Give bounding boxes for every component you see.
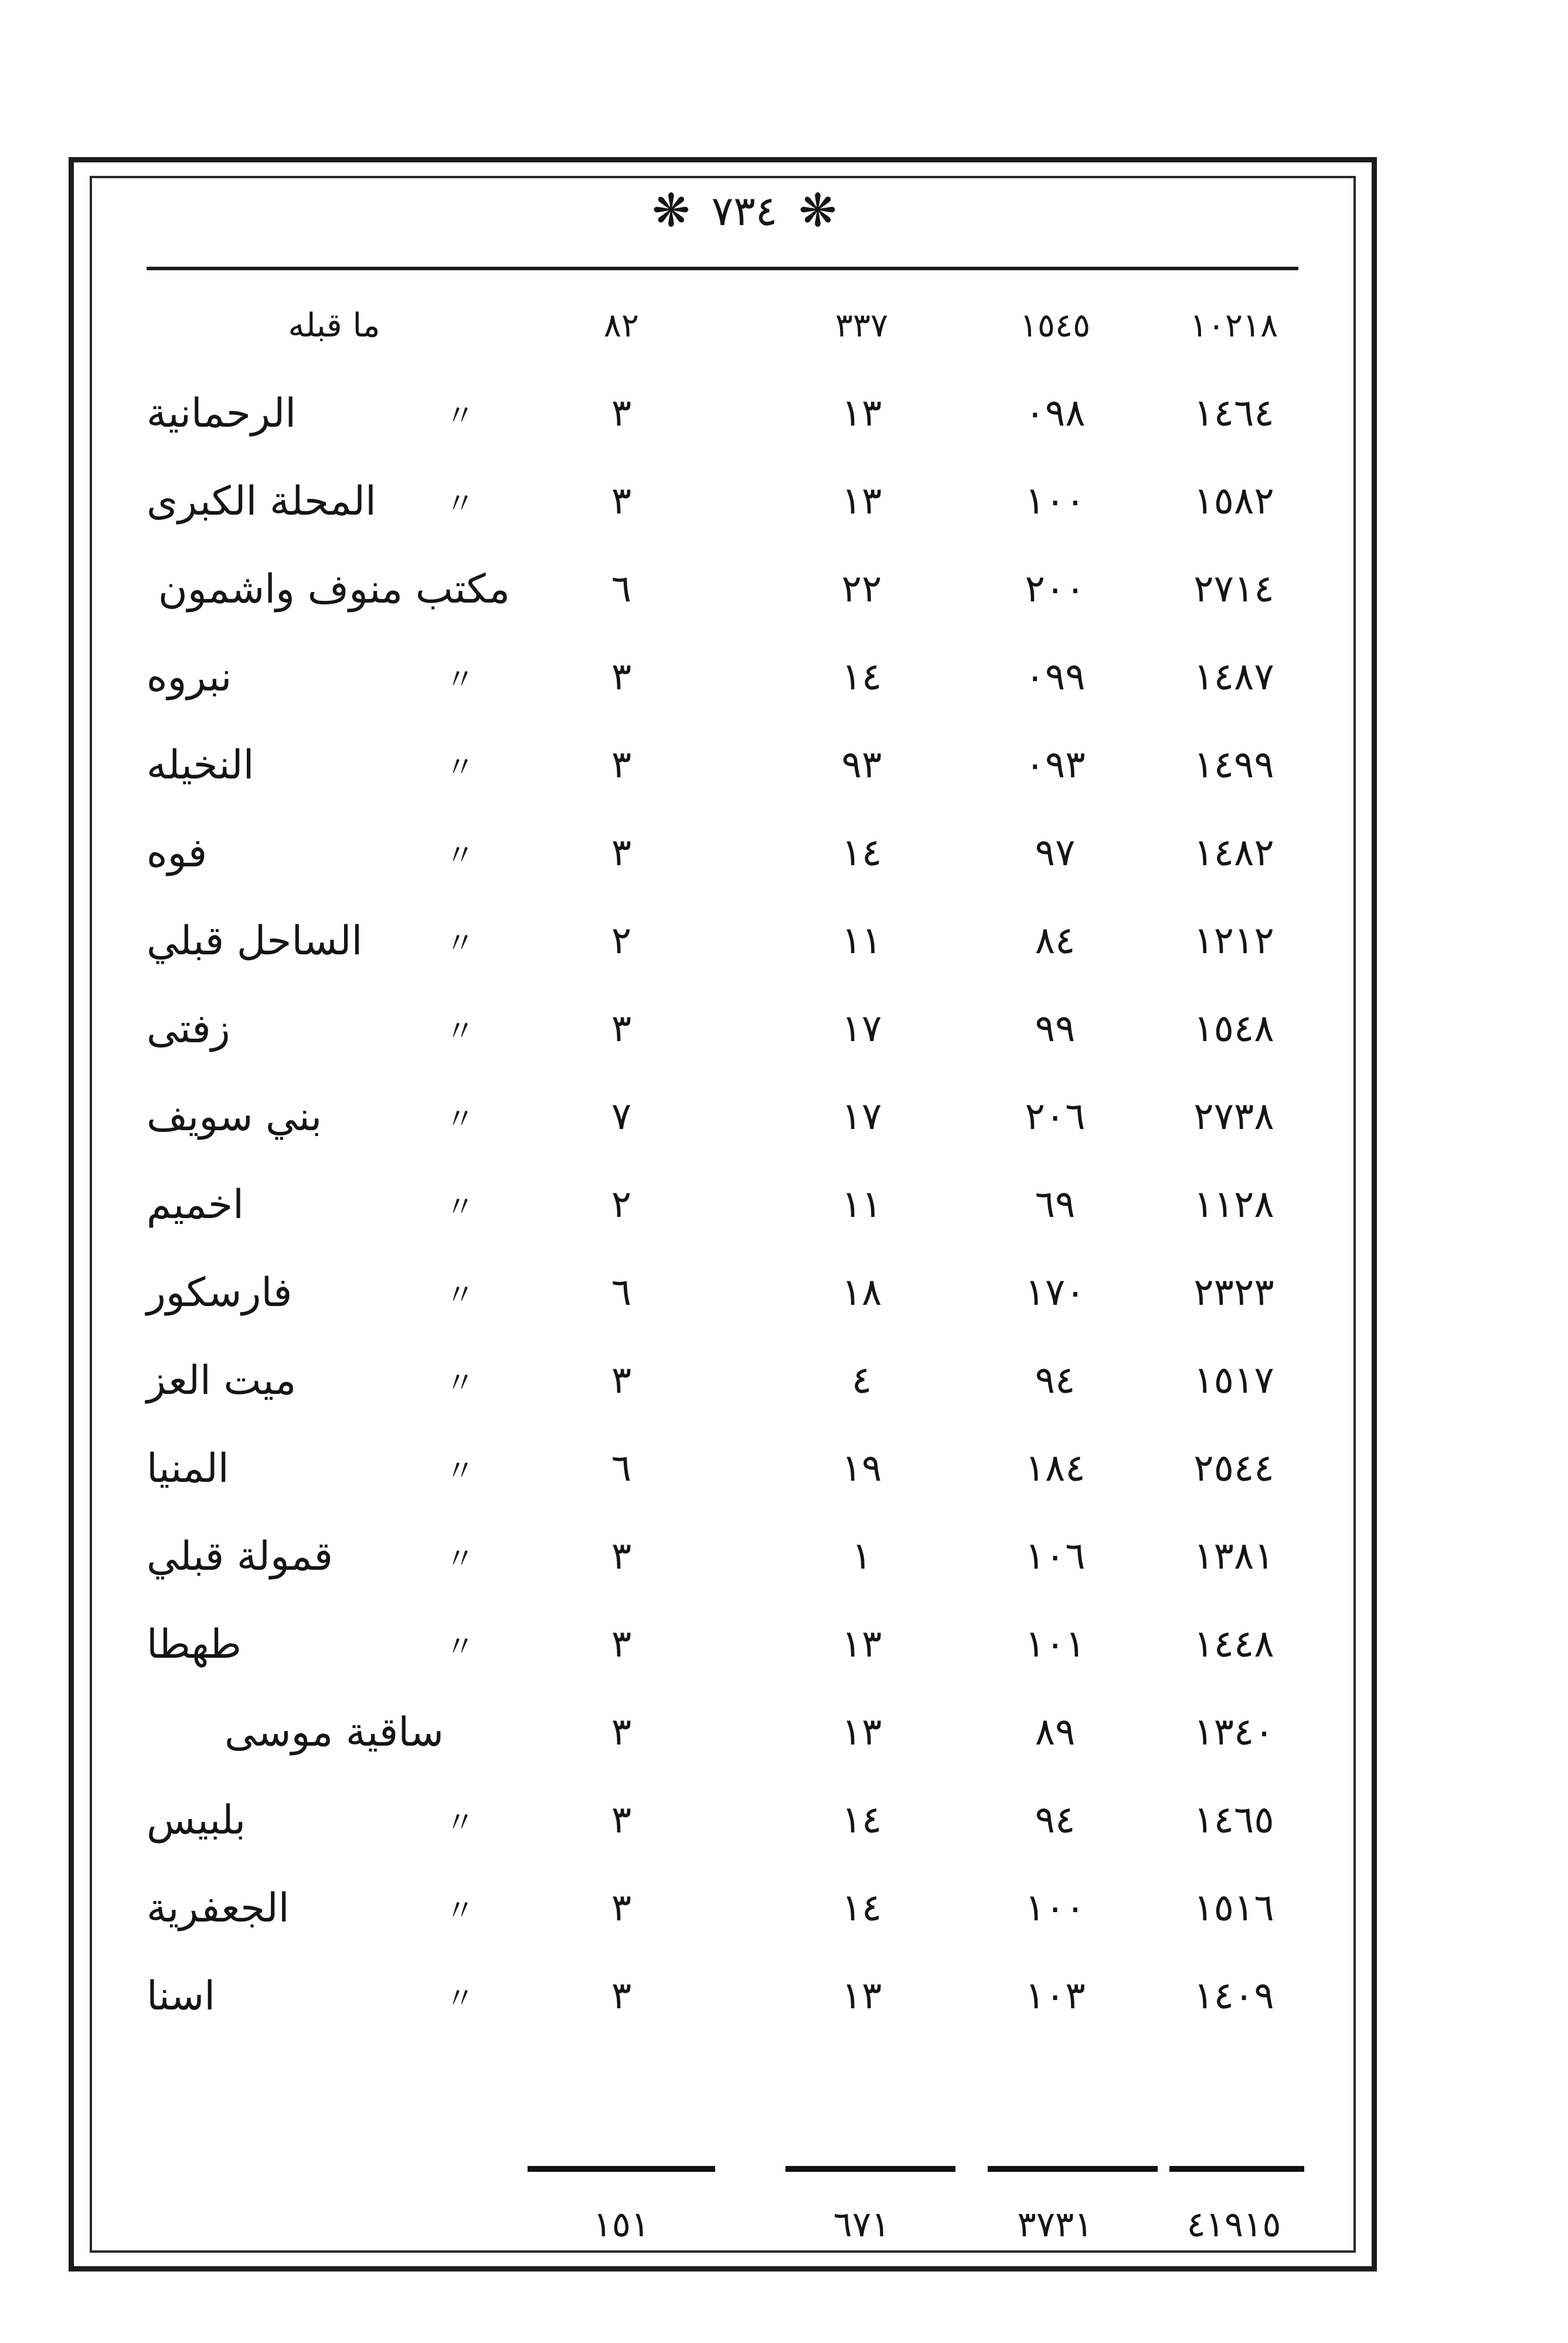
cell-name: فوه	[147, 829, 208, 876]
cell-c: ١٤	[841, 1886, 882, 1930]
header-rule	[147, 267, 1298, 270]
table-row	[0, 633, 1568, 721]
table-row	[0, 369, 1568, 457]
cell-b: ٨٩	[1035, 1711, 1076, 1754]
cell-name: فارسكور	[147, 1269, 292, 1316]
cell-ditto-mark: 〃	[445, 1278, 475, 1312]
cell-ditto-mark: 〃	[445, 1542, 475, 1576]
totals-row	[0, 2181, 1568, 2269]
cell-name: الرحمانية	[147, 390, 297, 437]
cell-d: ٣	[611, 1623, 632, 1666]
cell-total: ١٣٨١	[1193, 1535, 1274, 1578]
cell-total: ١٢١٢	[1193, 919, 1274, 963]
cell-total: ١٤٦٥	[1193, 1798, 1274, 1842]
cell-total: ١٤٦٤	[1193, 392, 1274, 435]
cell-total: ١٥٨٢	[1193, 480, 1274, 523]
cell-d: ٢	[611, 919, 632, 963]
cell-c: ١٣	[841, 480, 882, 523]
cell-ditto-mark: 〃	[445, 1454, 475, 1488]
cell-c: ١٣	[841, 1623, 882, 1666]
cell-b: ١٥٤٥	[1019, 306, 1091, 345]
cell-d: ٣	[611, 392, 632, 435]
cell-name: اسنا	[147, 1973, 216, 2019]
cell-c: ١١	[841, 919, 882, 963]
table-row	[0, 1688, 1568, 1776]
cell-c: ١٣	[841, 1974, 882, 2018]
cell-c: ١١	[841, 1183, 882, 1226]
sum-b: ٣٧٣١	[1017, 2204, 1093, 2245]
cell-b: ١٧٠	[1025, 1271, 1086, 1314]
cell-total: ١٥١٧	[1193, 1359, 1274, 1402]
cell-d: ٣	[611, 743, 632, 787]
cell-d: ٣	[611, 1798, 632, 1842]
page-number: ٧٣٤	[711, 187, 778, 235]
table-row	[0, 1161, 1568, 1249]
cell-total: ١٤٨٢	[1193, 831, 1274, 875]
sum-c: ٦٧١	[833, 2204, 890, 2245]
cell-c: ١٧	[841, 1007, 882, 1050]
cell-c: ٤	[851, 1359, 872, 1402]
cell-d: ٣	[611, 1974, 632, 2018]
cell-name: بلبيس	[147, 1797, 246, 1844]
cell-d: ٦	[611, 1447, 632, 1490]
table-row	[0, 1512, 1568, 1600]
cell-d: ٣	[611, 655, 632, 699]
sum-rule-c	[785, 2166, 955, 2172]
cell-b: ٨٤	[1035, 919, 1076, 963]
cell-c: ١٤	[841, 1798, 882, 1842]
cell-total: ١١٢٨	[1193, 1183, 1274, 1226]
sum-rule-d	[528, 2166, 715, 2172]
cell-b: ٠٩٣	[1025, 743, 1086, 787]
cell-total: ٢٧٣٨	[1193, 1095, 1274, 1138]
cell-b: ٢٠٦	[1025, 1095, 1086, 1138]
cell-ditto-mark: 〃	[445, 1981, 475, 2015]
sum-rule-total	[1169, 2166, 1304, 2172]
cell-c: ١٤	[841, 831, 882, 875]
cell-d: ٣	[611, 1007, 632, 1050]
table-row	[0, 1073, 1568, 1161]
table-row	[0, 809, 1568, 897]
table-row	[0, 1776, 1568, 1864]
cell-b: ٠٩٨	[1025, 392, 1086, 435]
cell-c: ١	[851, 1535, 872, 1578]
cell-total: ١٣٤٠	[1193, 1711, 1274, 1754]
cell-name: النخيله	[147, 742, 254, 788]
cell-name: ما قبله	[288, 306, 380, 345]
cell-d: ٧	[611, 1095, 632, 1138]
cell-name: الجعفرية	[147, 1885, 290, 1931]
cell-c: ٩٣	[841, 743, 882, 787]
cell-b: ١٨٤	[1025, 1447, 1086, 1490]
cell-ditto-mark: 〃	[445, 662, 475, 696]
table-row	[0, 457, 1568, 545]
cell-d: ٢	[611, 1183, 632, 1226]
cell-b: ٩٧	[1035, 831, 1076, 875]
cell-total: ١٠٢١٨	[1189, 306, 1278, 345]
cell-ditto-mark: 〃	[445, 1190, 475, 1224]
cell-name: الساحل قبلي	[147, 917, 363, 964]
cell-c: ٣٣٧	[835, 306, 889, 345]
cell-ditto-mark: 〃	[445, 1014, 475, 1048]
cell-total: ١٤٨٧	[1193, 655, 1274, 699]
cell-ditto-mark: 〃	[445, 399, 475, 433]
cell-c: ١٧	[841, 1095, 882, 1138]
cell-ditto-mark: 〃	[445, 926, 475, 960]
cell-name: ميت العز	[147, 1357, 297, 1404]
cell-name: اخميم	[147, 1181, 244, 1228]
cell-name: بني سويف	[147, 1093, 322, 1140]
sum-total: ٤١٩١٥	[1186, 2204, 1281, 2245]
table-row	[0, 545, 1568, 633]
cell-c: ١٨	[841, 1271, 882, 1314]
cell-d: ٨٢	[603, 306, 640, 345]
cell-name: نبروه	[147, 654, 232, 700]
cell-ditto-mark: 〃	[445, 1805, 475, 1839]
cell-total: ٢٥٤٤	[1193, 1447, 1274, 1490]
cell-c: ١٤	[841, 655, 882, 699]
cell-total: ١٤٠٩	[1193, 1974, 1274, 2018]
sum-d: ١٥١	[593, 2204, 650, 2245]
cell-c: ٢٢	[841, 567, 882, 611]
cell-d: ٣	[611, 831, 632, 875]
table-row	[0, 1600, 1568, 1688]
cell-ditto-mark: 〃	[445, 750, 475, 784]
page-header	[621, 176, 868, 246]
cell-total: ١٤٤٨	[1193, 1623, 1274, 1666]
cell-name: ساقية موسى	[225, 1709, 444, 1756]
table-row	[0, 1337, 1568, 1424]
cell-b: ١٠٠	[1025, 480, 1086, 523]
cell-ditto-mark: 〃	[445, 487, 475, 521]
cell-name: زفتى	[147, 1005, 230, 1052]
cell-d: ٣	[611, 1711, 632, 1754]
ornament-right-icon: ❋	[798, 185, 837, 237]
cell-total: ٢٧١٤	[1193, 567, 1274, 611]
cell-c: ١٣	[841, 1711, 882, 1754]
cell-total: ١٥١٦	[1193, 1886, 1274, 1930]
table-row	[0, 1249, 1568, 1337]
cell-d: ٣	[611, 1535, 632, 1578]
cell-b: ٩٩	[1035, 1007, 1076, 1050]
cell-name: المنيا	[147, 1445, 229, 1492]
cell-b: ٩٤	[1035, 1798, 1076, 1842]
table-row	[0, 281, 1568, 369]
cell-b: ٠٩٩	[1025, 655, 1086, 699]
table-row	[0, 1952, 1568, 2040]
cell-b: ١٠٠	[1025, 1886, 1086, 1930]
cell-d: ٣	[611, 1886, 632, 1930]
cell-ditto-mark: 〃	[445, 1893, 475, 1927]
cell-c: ١٣	[841, 392, 882, 435]
cell-b: ١٠١	[1025, 1623, 1086, 1666]
cell-b: ٢٠٠	[1025, 567, 1086, 611]
cell-b: ٦٩	[1035, 1183, 1076, 1226]
cell-total: ١٥٤٨	[1193, 1007, 1274, 1050]
cell-d: ٦	[611, 1271, 632, 1314]
cell-total: ٢٣٢٣	[1193, 1271, 1274, 1314]
cell-b: ٩٤	[1035, 1359, 1076, 1402]
cell-name: المحلة الكبرى	[147, 478, 376, 525]
cell-d: ٣	[611, 1359, 632, 1402]
cell-ditto-mark: 〃	[445, 1630, 475, 1664]
cell-d: ٦	[611, 567, 632, 611]
cell-name: طهطا	[147, 1621, 242, 1668]
table-row	[0, 985, 1568, 1073]
cell-name: مكتب منوف واشمون	[158, 566, 511, 613]
cell-ditto-mark: 〃	[445, 1102, 475, 1136]
cell-b: ١٠٣	[1025, 1974, 1086, 2018]
table-row	[0, 721, 1568, 809]
cell-d: ٣	[611, 480, 632, 523]
cell-total: ١٤٩٩	[1193, 743, 1274, 787]
table-row	[0, 897, 1568, 985]
ornament-left-icon: ❋	[652, 185, 691, 237]
table-row	[0, 1864, 1568, 1952]
table-row	[0, 1424, 1568, 1512]
cell-ditto-mark: 〃	[445, 1366, 475, 1400]
sum-rule-b	[988, 2166, 1158, 2172]
cell-name: قمولة قبلي	[147, 1533, 333, 1580]
cell-ditto-mark: 〃	[445, 838, 475, 872]
cell-c: ١٩	[841, 1447, 882, 1490]
cell-b: ١٠٦	[1025, 1535, 1086, 1578]
